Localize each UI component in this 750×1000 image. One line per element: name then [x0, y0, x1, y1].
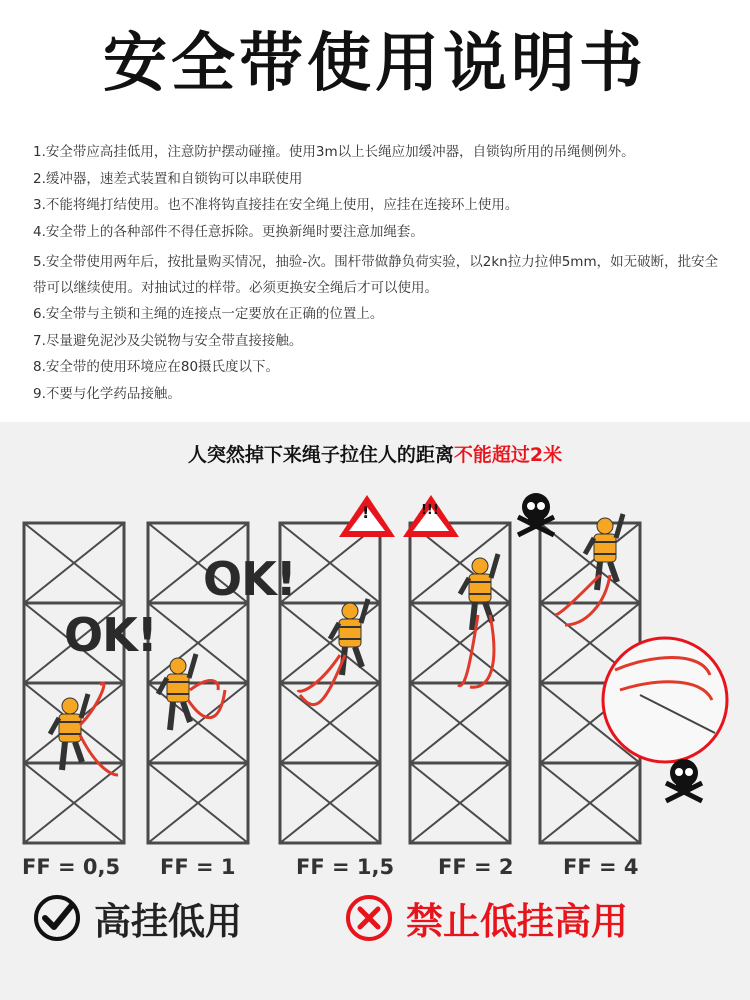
page-title: 安全带使用说明书: [103, 27, 647, 101]
ok-label: OK!: [203, 552, 296, 606]
fall-factor-label: FF = 4: [563, 855, 639, 879]
warning-label: !: [362, 503, 370, 522]
usage-rules-list: [33, 143, 723, 411]
scaffold-tower: [24, 523, 124, 843]
rule-item: 6.安全带与主锁和主绳的连接点一定要放在正确的位置上。: [33, 306, 384, 322]
rule-item: 7.尽量避免泥沙及尖锐物与安全带直接接触。: [33, 332, 303, 349]
worker-figure: [585, 514, 623, 590]
checkmark-circle-icon: [32, 893, 82, 943]
lanyard-rope: [298, 655, 340, 691]
lanyard-rope: [188, 690, 225, 718]
correct-usage-label: [32, 893, 242, 943]
fall-factor-label: FF = 0,5: [22, 855, 121, 879]
correct-usage-text: 高挂低用: [94, 900, 242, 943]
lanyard-rope: [80, 735, 118, 775]
rule-item: 9.不要与化学药品接触。: [33, 385, 181, 402]
rule-item: 4.安全带上的各种部件不得任意拆除。更换新绳时要注意加绳套。: [33, 223, 424, 240]
worker-figure: [158, 654, 196, 730]
lanyard-rope: [565, 575, 610, 625]
rule-item: 3.不能将绳打结使用。也不准将钩直接挂在安全绳上使用，应挂在连接环上使用。: [33, 197, 519, 213]
worker-figure: [460, 554, 498, 630]
fall-distance-heading: [0, 440, 750, 467]
rule-item: 2.缓冲器，速差式装置和自锁钩可以串联使用: [33, 170, 303, 187]
rule-item: 8.安全带的使用环境应在80摄氏度以下。: [33, 359, 280, 375]
rule-item: 5.安全带使用两年后，按批量购买情况，抽验-次。围杆带做静负荷实验，以2kn拉力拉伸5mm，如无破断，批安全带可以继续使用。对抽试过的样带。必须更换安全绳后才可以使用。: [33, 254, 719, 296]
warning-label: !!!: [421, 503, 439, 518]
fall-factor-diagram: [0, 475, 750, 855]
cross-circle-icon: [344, 893, 394, 943]
ok-label: OK!: [64, 608, 157, 662]
prohibited-usage-text: 禁止低挂高用: [406, 900, 628, 943]
prohibited-usage-label: [344, 893, 628, 943]
fall-factor-label: FF = 1,5: [296, 855, 395, 879]
rule-item: 1.安全带应高挂低用，注意防护摆动碰撞。使用3m以上长绳应加缓冲器，自锁钩所用的吊绳侧例外。: [33, 144, 635, 160]
fall-heading-highlight: 不能超过2米: [453, 444, 563, 466]
skull-crossbones-icon: [666, 759, 702, 801]
fall-factor-label: FF = 1: [160, 855, 236, 879]
fall-detail-magnifier: [603, 638, 727, 762]
fall-heading-main: 人突然掉下来绳子拉住人的距离: [187, 444, 454, 466]
fall-factor-label: FF = 2: [438, 855, 514, 879]
worker-figure: [50, 694, 88, 770]
